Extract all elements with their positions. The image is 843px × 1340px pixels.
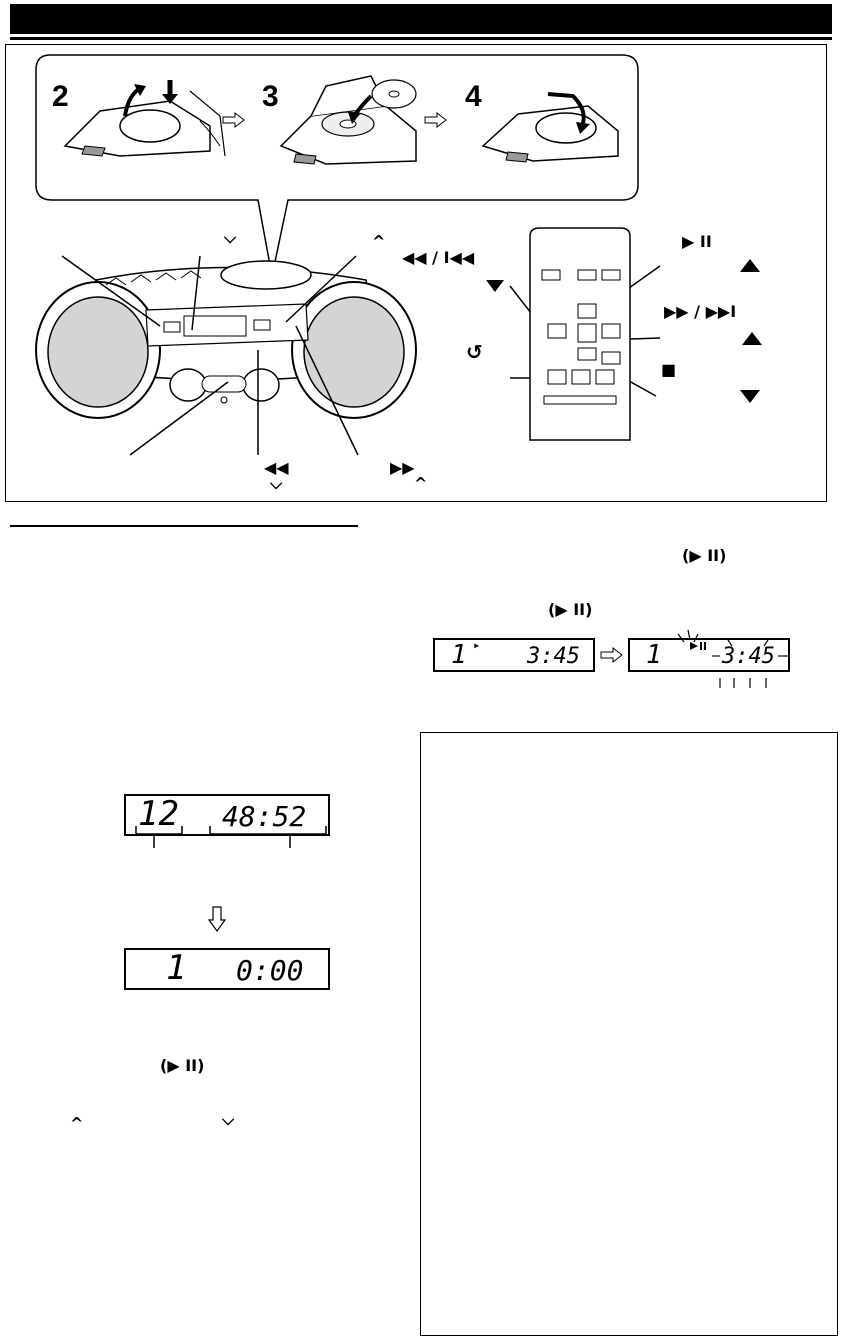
step-2-number: 2 — [52, 80, 69, 113]
lcd-playing-marker: ▸ — [473, 638, 481, 652]
lcd-playing-time: 3:45 — [527, 644, 580, 669]
lcd-paused-track: 1 — [646, 640, 662, 670]
down-triangle-icon — [486, 280, 504, 292]
fast-forward-icon: ▶▶ — [390, 458, 415, 477]
lcd-reset — [124, 948, 330, 990]
lcd-total-brackets — [130, 822, 330, 852]
lcd-reset-track: 1 — [166, 948, 187, 988]
skip-down-icon: ⌵ — [224, 228, 237, 247]
lcd-playing-track: 1 — [451, 640, 467, 670]
lcd-total-time: 48:52 — [222, 800, 307, 833]
lcd-reset-time: 0:00 — [236, 954, 304, 987]
rewind-icon: ◀◀ — [264, 458, 289, 477]
skip-up-icon-3: ^ — [70, 1114, 84, 1133]
play-pause-symbol-3: (▶ II) — [160, 1056, 205, 1075]
note-box — [420, 732, 838, 1336]
blink-rays-icon — [628, 628, 798, 692]
skip-down-icon-3: ⌵ — [222, 1110, 235, 1129]
play-pause-symbol-2: (▶ II) — [548, 600, 593, 619]
skip-down-icon-2: ⌵ — [270, 474, 283, 493]
stop-icon: ■ — [661, 360, 677, 379]
skip-up-icon: ^ — [372, 232, 386, 251]
lcd-total-tracks: 12 — [138, 794, 179, 834]
repeat-icon: ↺ — [466, 340, 483, 364]
lcd-playing — [433, 638, 595, 672]
section-heading-rule — [10, 525, 358, 527]
step-3-number: 3 — [262, 80, 279, 113]
display-transition-arrow — [600, 647, 624, 663]
remote-control-illustration — [520, 226, 642, 442]
step-4-number: 4 — [465, 80, 482, 113]
up-triangle-icon-2 — [742, 332, 762, 345]
play-pause-icon: ▶ II — [682, 232, 712, 251]
down-arrow-outline-icon — [208, 906, 226, 932]
rewind-skip-back-icon: ◀◀ / I◀◀ — [402, 248, 475, 267]
up-triangle-icon-1 — [740, 259, 760, 272]
play-pause-symbol-1: (▶ II) — [682, 546, 727, 565]
skip-up-icon-2: ^ — [414, 474, 428, 493]
lcd-paused-time: 3:45 — [722, 644, 775, 669]
down-triangle-icon-2 — [740, 390, 760, 403]
fast-forward-skip-icon: ▶▶ / ▶▶I — [664, 302, 737, 321]
